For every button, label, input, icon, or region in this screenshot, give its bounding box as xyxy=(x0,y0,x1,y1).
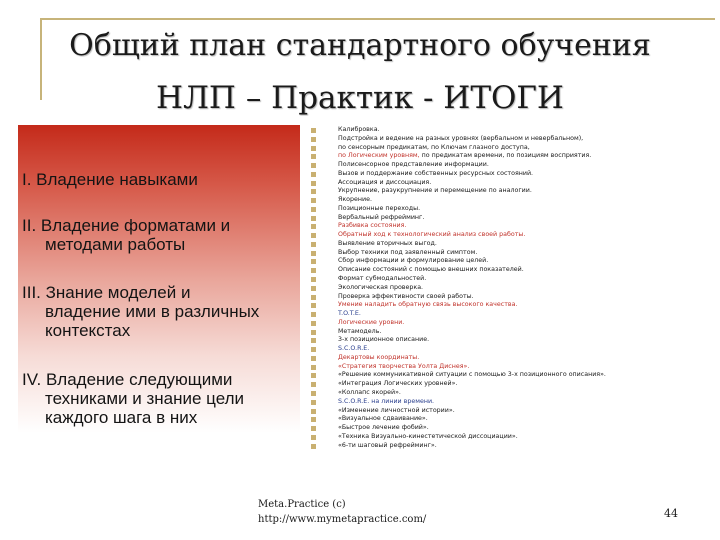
technique-item xyxy=(311,319,711,328)
skill-item-4-continuation: техниками и знание цели каждого шага в них xyxy=(45,389,245,427)
square-bullet-icon xyxy=(311,251,316,256)
square-bullet-icon xyxy=(311,268,316,273)
square-bullet-icon xyxy=(311,409,316,414)
technique-text: Выбор техники под заявленный симптом. xyxy=(338,248,478,256)
square-bullet-icon xyxy=(311,295,316,300)
skill-item-3-text: III. Знание моделей и xyxy=(22,283,191,302)
page-number: 44 xyxy=(664,507,678,520)
technique-text: по предикатам времени, по позициям восприятия. xyxy=(419,152,592,160)
techniques-list xyxy=(311,126,711,450)
technique-item xyxy=(311,161,711,170)
square-bullet-icon xyxy=(311,338,316,343)
technique-text: Экологическая проверка. xyxy=(338,283,424,291)
technique-item xyxy=(311,293,711,302)
square-bullet-icon xyxy=(311,330,316,335)
technique-text: Логические уровни. xyxy=(338,318,405,326)
technique-item xyxy=(311,380,711,389)
square-bullet-icon xyxy=(311,321,316,326)
technique-text-highlight: по Логическим уровням, xyxy=(338,152,420,160)
technique-item xyxy=(311,424,711,433)
technique-text: Укрупнение, разукрупнение и перемещение по аналогии. xyxy=(338,187,532,195)
square-bullet-icon xyxy=(311,233,316,238)
technique-text: Формат субмодальностей. xyxy=(338,275,427,283)
slide-title-line-1: Общий план стандартного обучения xyxy=(69,28,651,63)
technique-item xyxy=(311,415,711,424)
technique-item xyxy=(311,179,711,188)
square-bullet-icon xyxy=(311,146,316,151)
technique-item xyxy=(311,170,711,179)
square-bullet-icon xyxy=(311,154,316,159)
title-frame-top-line xyxy=(40,18,715,20)
technique-text: 3-х позиционное описание. xyxy=(338,336,430,344)
technique-text: Декартовы координаты. xyxy=(338,353,420,361)
technique-text: Проверка эффективности своей работы. xyxy=(338,292,474,300)
skill-item-1-text: I. Владение навыками xyxy=(22,170,198,189)
technique-item xyxy=(311,407,711,416)
square-bullet-icon xyxy=(311,303,316,308)
technique-text: «Интеграция Логических уровней». xyxy=(338,380,458,388)
square-bullet-icon xyxy=(311,172,316,177)
square-bullet-icon xyxy=(311,312,316,317)
technique-item xyxy=(311,240,711,249)
technique-item xyxy=(311,257,711,266)
technique-text: S.C.O.R.E. на линии времени. xyxy=(338,397,435,405)
technique-item xyxy=(311,371,711,380)
skill-item-1 xyxy=(22,170,298,189)
technique-item xyxy=(311,442,711,451)
square-bullet-icon xyxy=(311,207,316,212)
technique-text: Метамодель. xyxy=(338,327,382,335)
technique-item xyxy=(311,196,711,205)
technique-item xyxy=(311,152,711,161)
technique-text: Умение наладить обратную связь высокого качества. xyxy=(338,301,518,309)
skill-item-4 xyxy=(22,370,298,427)
technique-text: Ассоциация и диссоциация. xyxy=(338,178,432,186)
skill-item-3-continuation: владение ими в различных контекстах xyxy=(45,302,260,340)
footer-url[interactable]: http://www.mymetapractice.com/ xyxy=(258,514,427,525)
technique-item xyxy=(311,433,711,442)
technique-text: Разбивка состояния. xyxy=(338,222,407,230)
technique-item xyxy=(311,389,711,398)
technique-item xyxy=(311,135,711,144)
square-bullet-icon xyxy=(311,426,316,431)
square-bullet-icon xyxy=(311,373,316,378)
square-bullet-icon xyxy=(311,356,316,361)
skill-item-2-continuation: методами работы xyxy=(45,235,186,254)
technique-text: «Визуальное сдваивание». xyxy=(338,415,428,423)
technique-text: Описание состояний с помощью внешних показателей. xyxy=(338,266,524,274)
technique-item xyxy=(311,345,711,354)
technique-text: «Техника Визуально-кинестетической диссоциации». xyxy=(338,432,518,440)
technique-text: Якорение. xyxy=(338,196,372,204)
square-bullet-icon xyxy=(311,242,316,247)
square-bullet-icon xyxy=(311,382,316,387)
square-bullet-icon xyxy=(311,391,316,396)
square-bullet-icon xyxy=(311,181,316,186)
technique-text: «Быстрое лечение фобий». xyxy=(338,424,429,432)
technique-text: «Решение коммуникативной ситуации с помощью 3-х позиционного описания». xyxy=(338,371,606,379)
technique-text: «Изменение личностной истории». xyxy=(338,406,455,414)
square-bullet-icon xyxy=(311,286,316,291)
square-bullet-icon xyxy=(311,128,316,133)
square-bullet-icon xyxy=(311,189,316,194)
technique-item xyxy=(311,126,711,135)
technique-text: «6-ти шаговый рефрейминг». xyxy=(338,441,437,449)
technique-text: T.O.T.E. xyxy=(338,310,361,318)
square-bullet-icon xyxy=(311,198,316,203)
technique-text: Сбор информации и формулирование целей. xyxy=(338,257,489,265)
slide-title-line-2: НЛП – Практик - ИТОГИ xyxy=(156,80,564,116)
technique-text: Позиционные переходы. xyxy=(338,204,421,212)
technique-text: Вызов и поддержание собственных ресурсных состояний. xyxy=(338,169,534,177)
technique-text: Полисенсорное представление информации. xyxy=(338,161,489,169)
square-bullet-icon xyxy=(311,137,316,142)
square-bullet-icon xyxy=(311,224,316,229)
skill-item-2 xyxy=(22,216,298,254)
technique-item xyxy=(311,354,711,363)
technique-item xyxy=(311,144,711,153)
square-bullet-icon xyxy=(311,417,316,422)
square-bullet-icon xyxy=(311,163,316,168)
technique-text: S.C.O.R.E. xyxy=(338,345,370,353)
square-bullet-icon xyxy=(311,259,316,264)
technique-text: «Коллапс якорей». xyxy=(338,388,401,396)
technique-text: «Стратегия творчества Уолта Диснея». xyxy=(338,362,470,370)
technique-item xyxy=(311,222,711,231)
technique-item xyxy=(311,266,711,275)
technique-item xyxy=(311,310,711,319)
technique-item xyxy=(311,398,711,407)
square-bullet-icon xyxy=(311,347,316,352)
square-bullet-icon xyxy=(311,365,316,370)
technique-item xyxy=(311,187,711,196)
technique-item xyxy=(311,284,711,293)
skill-item-2-text: II. Владение форматами и xyxy=(22,216,231,235)
square-bullet-icon xyxy=(311,444,316,449)
technique-item xyxy=(311,301,711,310)
technique-text: Обратный ход к технологический анализ своей работы. xyxy=(338,231,526,239)
technique-text: по сенсорным предикатам, по Ключам глазного доступа, xyxy=(338,143,530,151)
technique-item xyxy=(311,275,711,284)
square-bullet-icon xyxy=(311,216,316,221)
technique-item xyxy=(311,205,711,214)
technique-item xyxy=(311,328,711,337)
technique-item xyxy=(311,231,711,240)
technique-text: Подстройка и ведение на разных уровнях (вербальном и невербальном), xyxy=(338,134,584,142)
technique-item xyxy=(311,336,711,345)
square-bullet-icon xyxy=(311,277,316,282)
skill-item-3 xyxy=(22,283,298,340)
square-bullet-icon xyxy=(311,435,316,440)
skill-item-4-text: IV. Владение следующими xyxy=(22,370,233,389)
technique-text: Калибровка. xyxy=(338,126,380,133)
technique-text: Выявление вторичных выгод. xyxy=(338,239,437,247)
footer-copyright: Meta.Practice (c) xyxy=(258,499,346,510)
square-bullet-icon xyxy=(311,400,316,405)
technique-text: Вербальный рефрейминг. xyxy=(338,213,425,221)
footer-credit xyxy=(258,497,426,527)
